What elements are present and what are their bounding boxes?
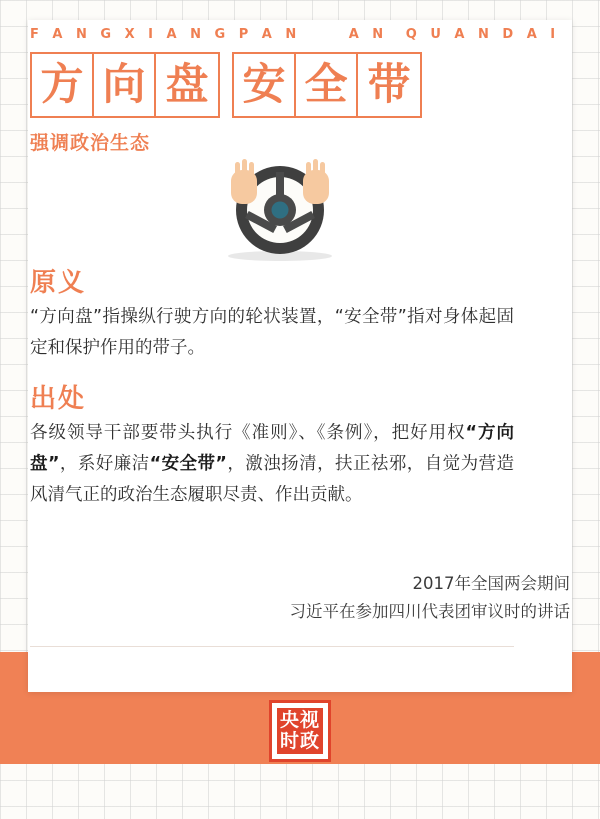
source-text-part-bold: “安全带” [149, 454, 227, 474]
title-char: 盘 [165, 60, 209, 110]
cctv-logo [269, 700, 331, 762]
divider [30, 646, 514, 647]
title-char: 向 [94, 54, 156, 116]
steering-wheel-icon [195, 148, 365, 263]
cctv-logo-inner [277, 708, 323, 754]
title-char: 带 [367, 60, 411, 110]
source-attribution [86, 570, 570, 626]
pinyin-right: A N Q U A N D A I [348, 27, 560, 42]
title-group-anquandai [232, 52, 422, 118]
source-text-part: 各级领导干部要带头执行《准则》、《条例》，把好用权 [30, 423, 466, 443]
pinyin-row [30, 27, 560, 42]
title-char: 方 [32, 54, 94, 116]
title-group-fangxiangpan [30, 52, 220, 118]
pinyin-left: F A N G X I A N G P A N [30, 27, 301, 42]
section-body-source [30, 418, 514, 511]
source-line: 2017年全国两会期间 [412, 574, 570, 593]
section-heading-original-meaning: 原义 [30, 268, 87, 298]
source-text-part: ，激浊扬清，扶正祛邪，自觉为营造风清气正的政治生态履职尽责、作出贡献。 [30, 454, 514, 505]
section-body-original-meaning: “方向盘”指操纵行驶方向的轮状装置，“安全带”指对身体起固定和保护作用的带子。 [30, 307, 514, 358]
source-text-part-bold: “方向盘” [30, 423, 514, 474]
section-heading-source: 出处 [30, 384, 87, 414]
title-char: 安 [234, 54, 296, 116]
subtitle: 强调政治生态 [30, 132, 151, 154]
title-char: 全 [296, 54, 358, 116]
source-text-part: ，系好廉洁 [59, 454, 150, 474]
cctv-logo-line1: 央视 [279, 709, 320, 731]
cctv-logo-line2: 时政 [279, 730, 320, 752]
title-row [30, 52, 422, 118]
source-line: 习近平在参加四川代表团审议时的讲话 [289, 602, 570, 621]
